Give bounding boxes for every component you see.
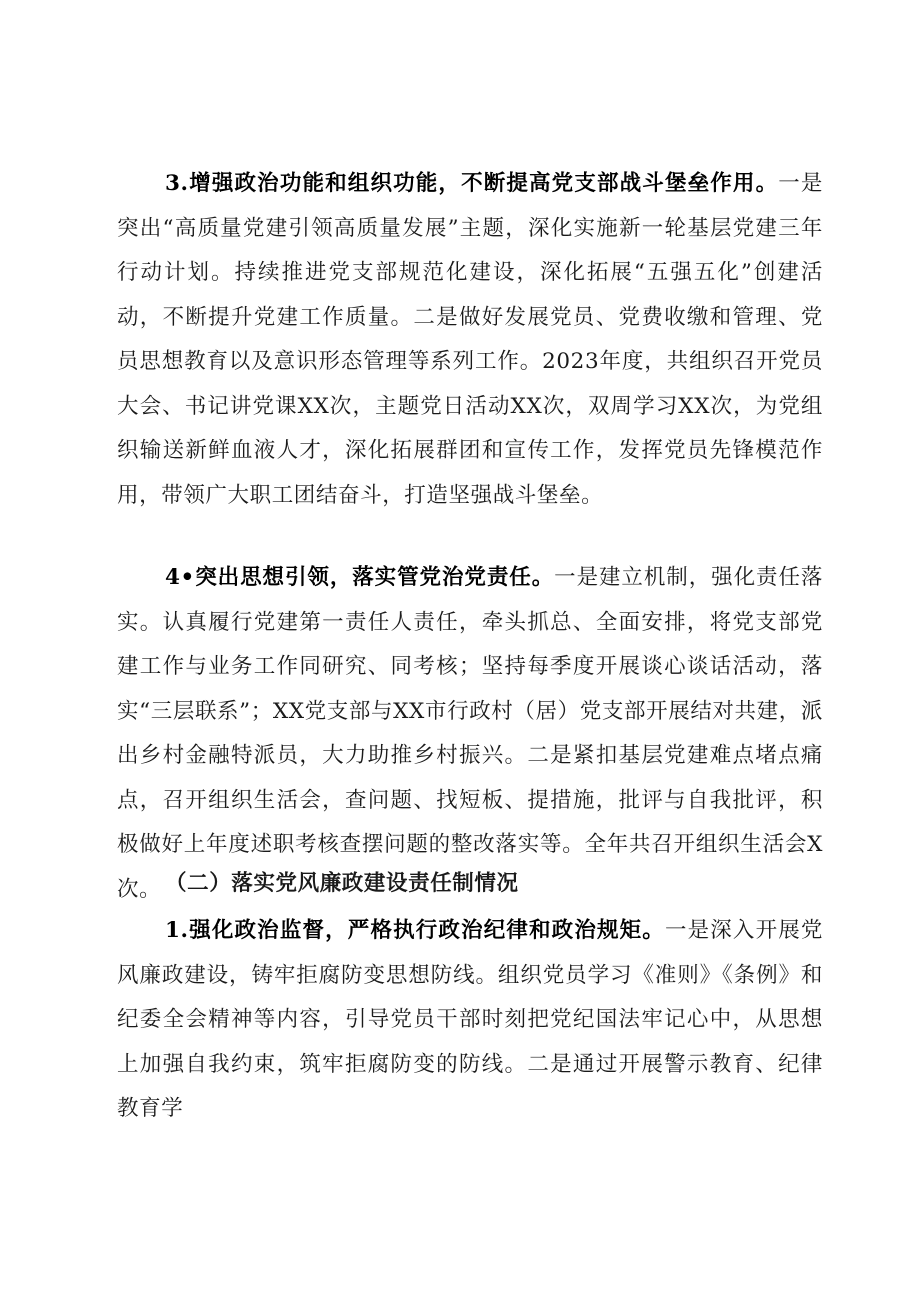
paragraph-4-lead: 4•突出思想引领，落实管党治党责任。 — [165, 565, 555, 590]
paragraph-5 — [117, 909, 823, 1132]
paragraph-3-body: 一是突出“高质量党建引领高质量发展”主题，深化实施新一轮基层党建三年行动计划。持续推进党支部规范化建设，深化拓展“五强五化”创建活动，不断提升党建工作质量。二是做好发展党员、党费收缴和管理、党员思想教育以及意识形态管理等系列工作。2023年度，共组织召开党员大会、书记讲党课XX次，主题党日活动XX次，双周学习XX次，为党组织输送新鲜血液人才，深化拓展群团和宣传工作，发挥党员先锋模范作用，带领广大职工团结奋斗，打造坚强战斗堡垒。 — [117, 171, 824, 508]
paragraph-3-lead: 3.增强政治功能和组织功能，不断提高党支部战斗堡垒作用。 — [165, 171, 779, 196]
section-heading: （二）落实党风廉政建设责任制情况 — [165, 871, 519, 896]
paragraph-4-body: 一是建立机制，强化责任落实。认真履行党建第一责任人责任，牵头抓总、全面安排，将党支部党建工作与业务工作同研究、同考核；坚持每季度开展谈心谈话活动，落实“三层联系”；XX党支部与XX市行政村（居）党支部开展结对共建，派出乡村金融特派员，大力助推乡村振兴。二是紧扣基层党建难点堵点痛点，召开组织生活会，查问题、找短板、提措施，批评与自我批评，积极做好上年度述职考核查摆问题的整改落实等。全年共召开组织生活会X次。 — [117, 565, 823, 902]
paragraph-5-body: 一是深入开展党风廉政建设，铸牢拒腐防变思想防线。组织党员学习《准则》《条例》和纪委全会精神等内容，引导党员干部时刻把党纪国法牢记心中，从思想上加强自我约束，筑牢拒腐防变的防线。二是通过开展警示教育、纪律教育学 — [117, 918, 824, 1121]
paragraph-4 — [117, 556, 823, 912]
paragraph-5-lead: 1.强化政治监督，严格执行政治纪律和政治规矩。 — [165, 918, 665, 943]
paragraph-3 — [117, 162, 823, 518]
